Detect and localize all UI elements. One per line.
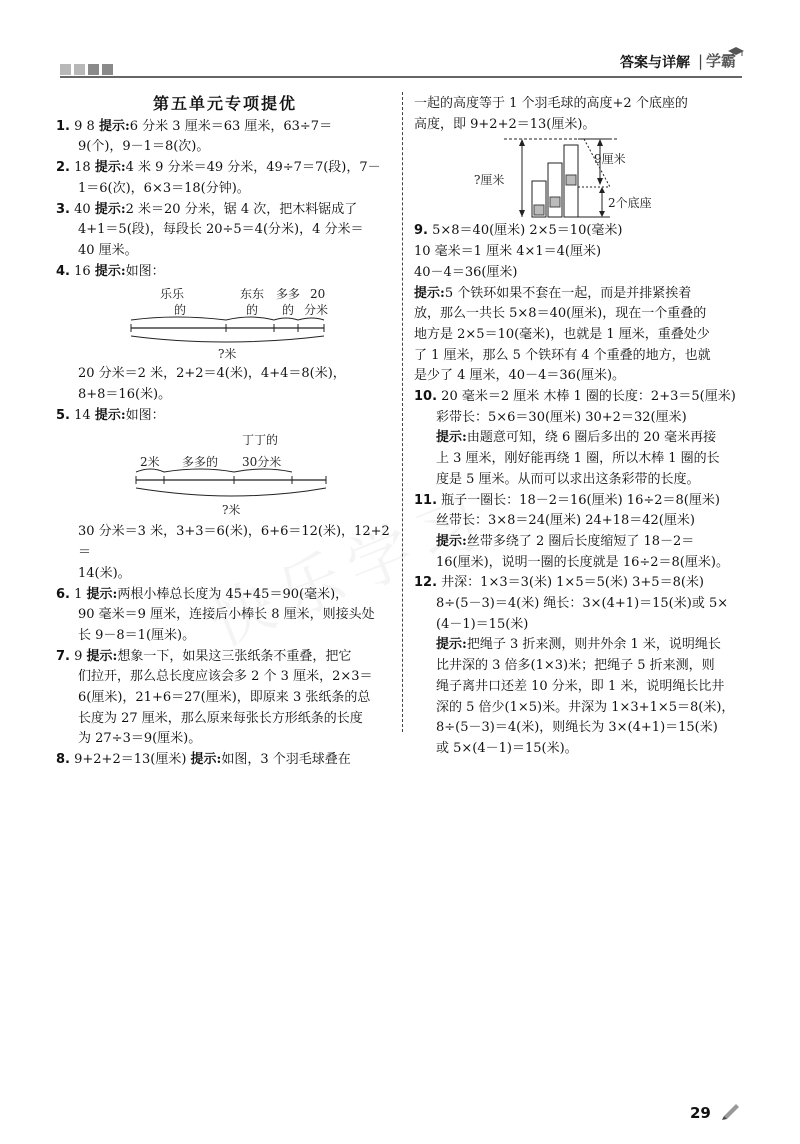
answer-9: 9. 5×8＝40(厘米) 2×5＝10(毫米) 10 毫米＝1 厘米 4×1＝4(厘米) 40－4＝36(厘米) 提示:5 个铁环如果不套在一起，而是并排紧挨着 放，那么一共长 5×8＝40(厘米)，现在一个重叠的 地方是 2×5＝10(毫米)，也就是 1 厘米，重叠处少 了 1 厘米，那么 5 个铁环有 4 个重叠的地方，也就 是少了 4 厘米，40－4＝36(厘米)。 [414,223,711,384]
answer-1: 1. 9 8 提示:6 分米 3 厘米＝63 厘米，63÷7＝ 9(个)，9－1＝8(次)。 [56,118,333,155]
answer-12: 12. 井深：1×3＝3(米) 1×5＝5(米) 3+5＝8(米) 8÷(5－3)＝4(米) 绳长：3×(4+1)＝15(米)或 5× (4－1)＝15(米) 提示:把绳子 3 折来测，则井外余 1 米，说明绳长 比井深的 3 倍多(1×3)米；把绳子 5 折来测，则 绳子离井口还差 10 分米，即 1 米，说明绳长比井 深的 5 倍少(1×5)米。井深为 1×3+1×5＝8(米)， 8÷(5－3)＝4(米)，则绳长为 3×(4+1)＝15(米) 或 5×(4－1)＝15(米)。 [414,575,735,756]
graduation-cap-icon [728,47,744,57]
label-de-2: 的 [246,303,259,318]
answer-4: 4. 16 提示:如图： 乐乐 的 东东 的 多多 的 20 分米 ?米 20 分米＝2 米，2+2＝4(米)，4+4＝8(米)， 8+8＝16(米)。 [56,262,394,406]
label-fenmi: 分米 [304,303,329,318]
label-2m: 2米 [140,455,160,470]
answer-3: 3. 40 提示:2 米＝20 分米，锯 4 次，把木料锯成了 4+1＝5(段)，每段长 20÷5＝4(分米)，4 分米＝ 40 厘米。 [56,201,364,258]
header-rule [60,76,742,78]
header-title: 答案与详解 [620,55,690,71]
label-de-3: 的 [282,303,295,318]
answer-10: 10. 20 毫米＝2 厘米 木棒 1 圈的长度：2+3＝5(厘米) 彩带长：5×6＝30(厘米) 30+2＝32(厘米) 提示:由题意可知，绕 6 圈后多出的 20 毫米再接 上 3 厘米，刚好能再绕 1 圈，所以木棒 1 圈的长 度是 5 厘米。从而可以求出这条彩带的长度。 [414,389,736,487]
answer-6: 6. 1 提示:两根小棒总长度为 45+45＝90(毫米)， 90 毫米＝9 厘米，连接后小棒长 8 厘米，则接头处 长 9－8＝1(厘米)。 [56,586,375,643]
answer-8: 8. 9+2+2＝13(厘米) 提示:如图，3 个羽毛球叠在 [56,752,351,768]
section-title: 第五单元专项提优 [152,94,297,113]
label-duoduo-de: 多多的 [182,455,219,470]
header-separator: | [697,52,703,70]
label-total-height: ?厘米 [474,173,505,188]
label-dongdong: 东东 [240,287,265,302]
label-duoduo: 多多 [276,287,301,302]
header-brand: 学霸 [705,52,736,70]
pencil-icon [720,1100,742,1120]
label-nine-cm: 9厘米 [594,152,626,167]
right-column [414,94,742,760]
answer-2: 2. 18 提示:4 米 9 分米＝49 分米，49÷7＝7(段)，7－ 1＝6(次)，6×3＝18(分钟)。 [56,160,381,196]
answer-5: 5. 14 提示:如图： 丁丁的 2米 多多的 30分米 ?米 30 分米＝3 米，3+3＝6(米)，6+6＝12(米)，12+2＝ 14(米)。 [56,406,394,585]
shuttlecock-diagram [414,137,742,219]
label-total-5: ?米 [222,503,241,518]
line-segment-diagram-4 [56,284,394,362]
answer-7: 7. 9 提示:想象一下，如果这三张纸条不重叠，把它 们拉开，那么总长度应该会多 2 个 3 厘米，2×3＝ 6(厘米)，21+6＝27(厘米)，即原来 3 张纸条的总 长度为 27 厘米，那么原来每张长方形纸条的长度 为 27÷3＝9(厘米)。 [56,648,373,747]
answer-11: 11. 瓶子一圈长：18－2＝16(厘米) 16÷2＝8(厘米) 丝带长：3×8＝24(厘米) 24+18＝42(厘米) 提示:丝带多绕了 2 圈后长度缩短了 18－2＝ 16(厘米)，说明一圈的长度就是 16÷2＝8(厘米)。 [414,492,729,570]
label-dingding: 丁丁的 [242,433,279,448]
header-decoration [60,64,113,75]
label-de-1: 的 [174,303,187,318]
left-column [56,94,394,771]
label-lele: 乐乐 [160,287,185,302]
column-divider [402,92,403,732]
label-total-4: ?米 [218,347,237,362]
line-segment-diagram-5 [56,428,394,520]
label-30fenmi: 30分米 [242,455,282,470]
label-two-bases: 2个底座 [608,196,652,211]
label-twenty: 20 [310,287,326,302]
answer-8-continued: 一起的高度等于 1 个羽毛球的高度+2 个底座的 高度，即 9+2+2＝13(厘米)。 ?厘米 9厘米 2个底座 [414,94,742,219]
page-number: 29 [690,1104,711,1122]
